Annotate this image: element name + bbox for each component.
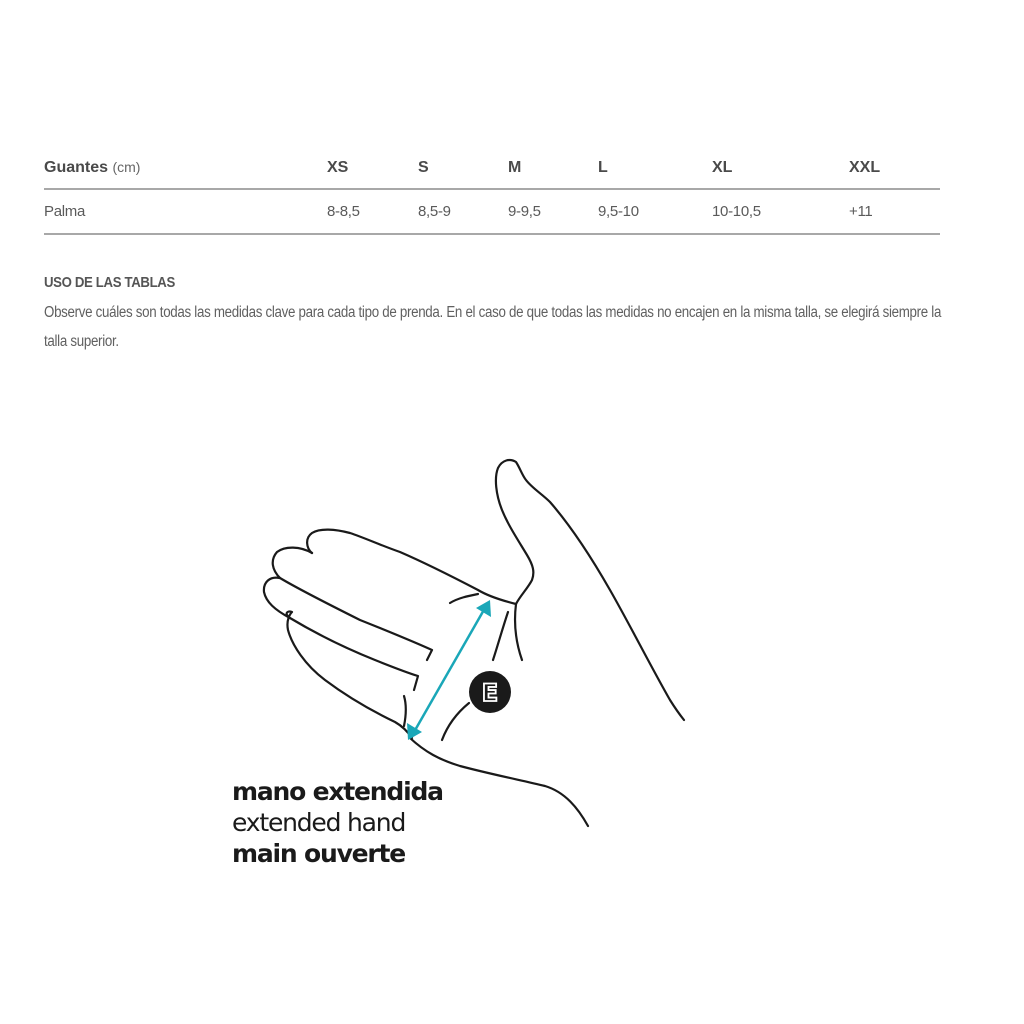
row-label: Palma bbox=[44, 189, 327, 234]
svg-text:E: E bbox=[481, 679, 499, 707]
table-title: Guantes bbox=[44, 159, 109, 176]
table-unit: (cm) bbox=[112, 159, 141, 175]
cell-xs: 8-8,5 bbox=[327, 189, 418, 234]
column-header-l: L bbox=[598, 150, 712, 189]
column-header-m: M bbox=[508, 150, 598, 189]
marker-e-icon bbox=[469, 671, 511, 713]
caption-spanish: mano extendida bbox=[232, 777, 443, 806]
cell-xl: 10-10,5 bbox=[712, 189, 849, 234]
cell-m: 9-9,5 bbox=[508, 189, 598, 234]
cell-xxl: +11 bbox=[849, 189, 940, 234]
column-header-s: S bbox=[418, 150, 508, 189]
hand-outline-icon bbox=[264, 460, 684, 826]
caption-english: extended hand bbox=[232, 808, 406, 837]
column-header-xs: XS bbox=[327, 150, 418, 189]
column-header-xl: XL bbox=[712, 150, 849, 189]
cell-l: 9,5-10 bbox=[598, 189, 712, 234]
illustration-caption bbox=[232, 776, 443, 869]
column-header-xxl: XXL bbox=[849, 150, 940, 189]
caption-french: main ouverte bbox=[232, 839, 406, 868]
measurement-arrow-icon bbox=[407, 600, 491, 740]
cell-s: 8,5-9 bbox=[418, 189, 508, 234]
usage-text: Observe cuáles son todas las medidas clave para cada tipo de prenda. En el caso de que todas las medidas no encajen en la misma talla, se elegirá siempre la talla superior. bbox=[44, 304, 942, 350]
usage-title: USO DE LAS TABLAS bbox=[44, 274, 175, 291]
